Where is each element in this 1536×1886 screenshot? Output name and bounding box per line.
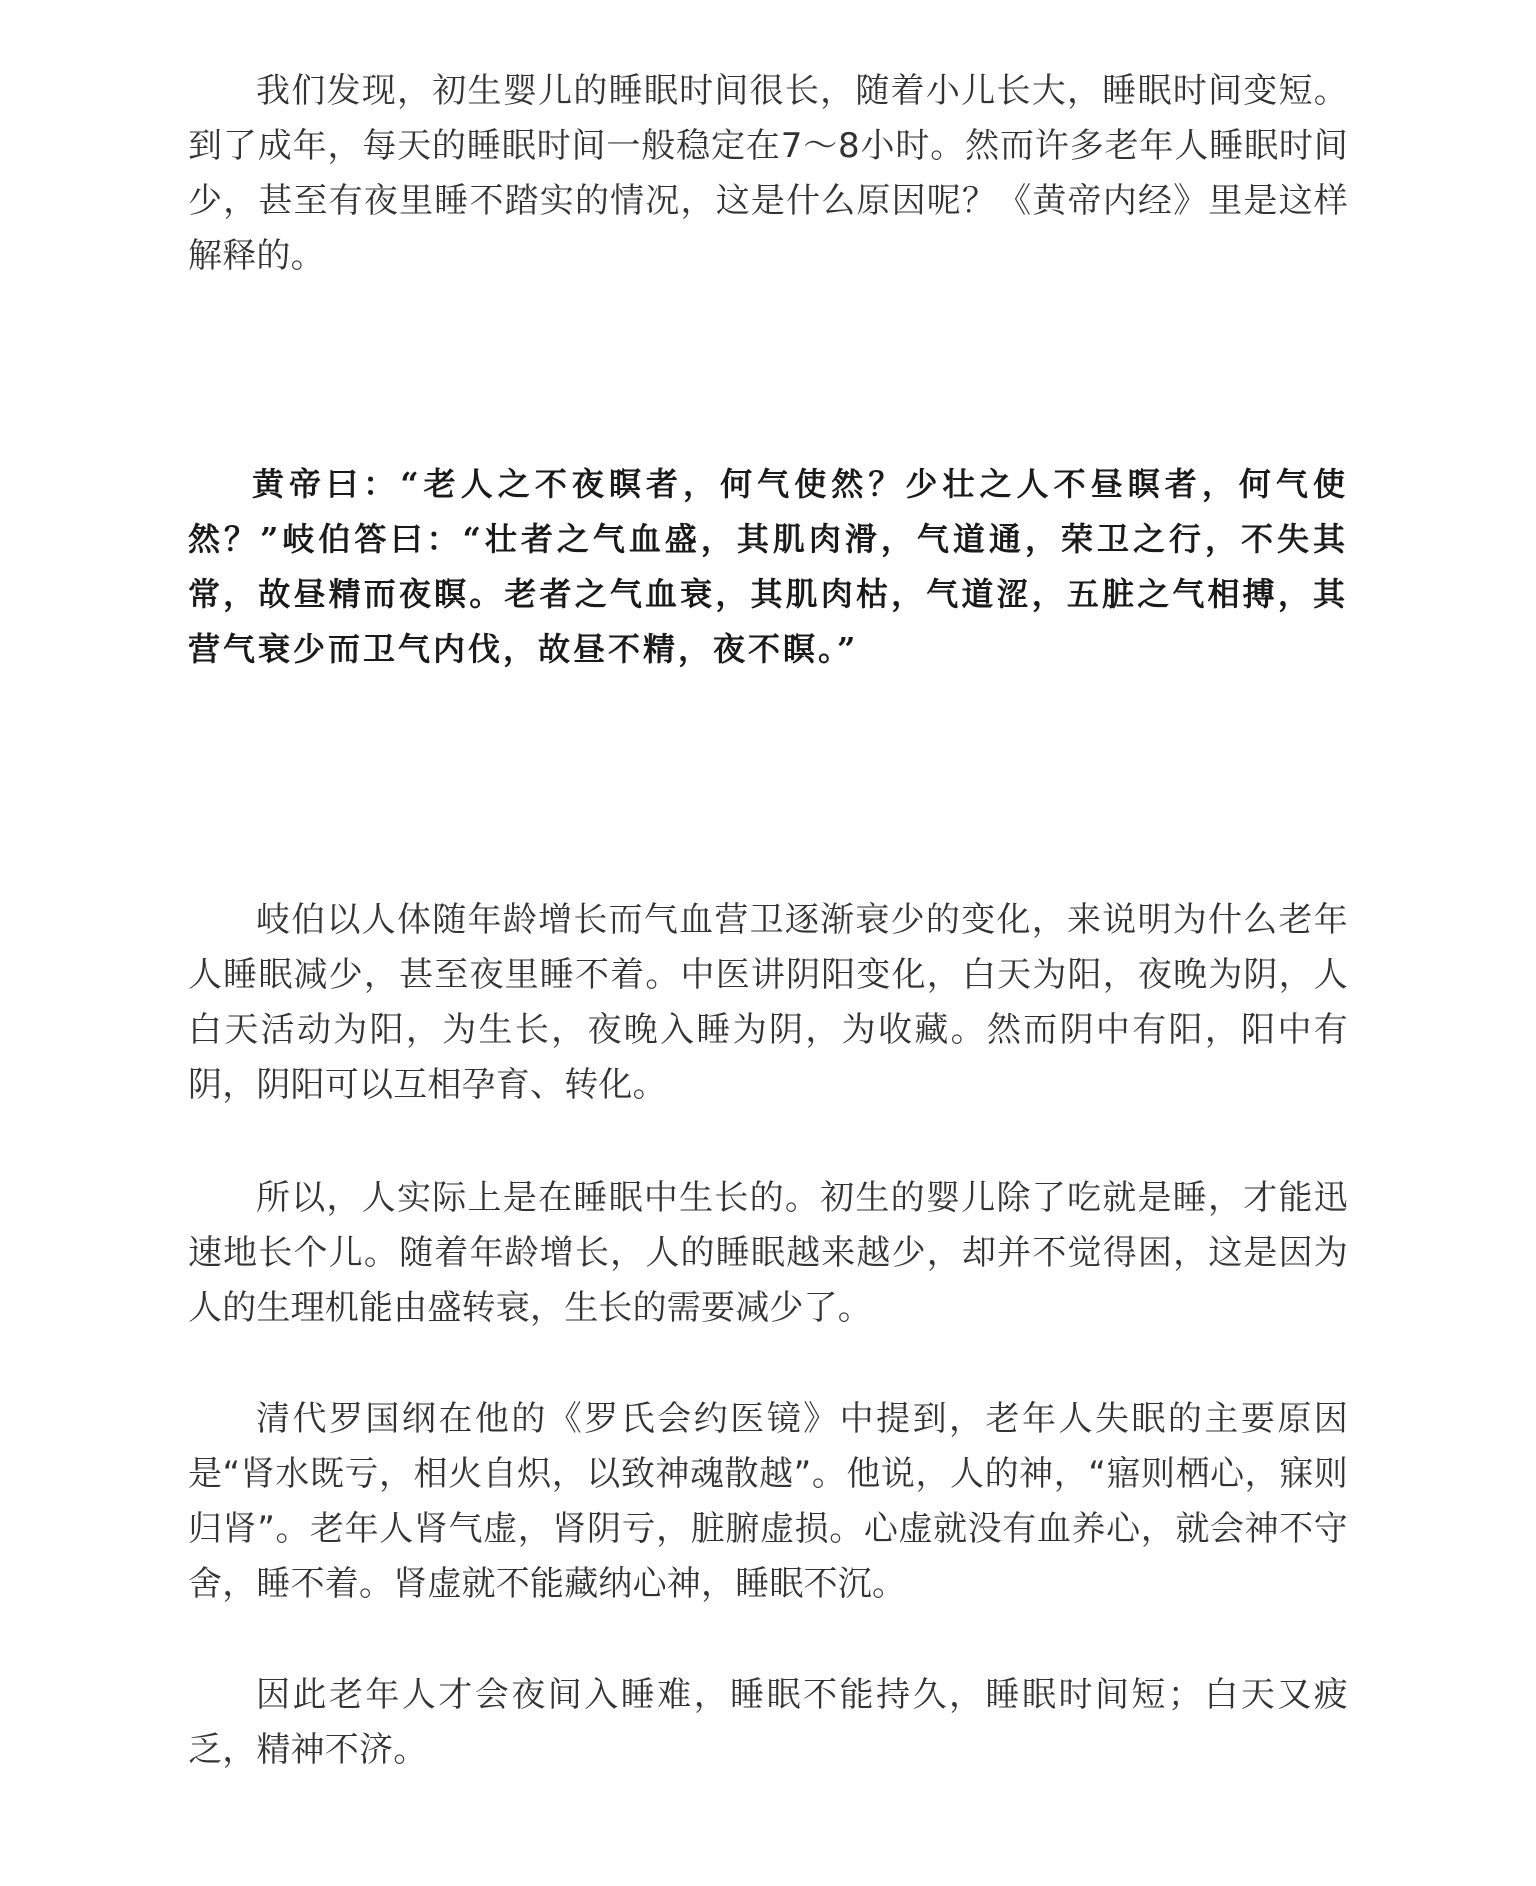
conclusion-paragraph: 因此老年人才会夜间入睡难，睡眠不能持久，睡眠时间短；白天又疲乏，精神不济。 [188,1675,1348,1770]
classical-quote-paragraph: 黄帝曰：“老人之不夜瞑者，何气使然？少壮之人不昼瞑者，何气使然？”岐伯答曰：“壮者之气血盛，其肌肉滑，气道通，荣卫之行，不失其常，故昼精而夜瞑。老者之气血衰，其肌肉枯，气道涩，五脏之气相搏，其营气衰少而卫气内伐，故昼不精，夜不瞑。” [188,465,1348,668]
explanation-paragraph: 岐伯以人体随年龄增长而气血营卫逐渐衰少的变化，来说明为什么老年人睡眠减少，甚至夜里睡不着。中医讲阴阳变化，白天为阳，夜晚为阴，人白天活动为阳，为生长，夜晚入睡为阴，为收藏。然而阴中有阳，阳中有阴，阴阳可以互相孕育、转化。 [188,900,1348,1105]
intro-paragraph: 我们发现，初生婴儿的睡眠时间很长，随着小儿长大，睡眠时间变短。到了成年，每天的睡眠时间一般稳定在7～8小时。然而许多老年人睡眠时间少，甚至有夜里睡不踏实的情况，这是什么原因呢？《黄帝内经》里是这样解释的。 [188,71,1348,276]
growth-paragraph: 所以，人实际上是在睡眠中生长的。初生的婴儿除了吃就是睡，才能迅速地长个儿。随着年龄增长，人的睡眠越来越少，却并不觉得困，这是因为人的生理机能由盛转衰，生长的需要减少了。 [188,1178,1348,1328]
luo-guogang-paragraph: 清代罗国纲在他的《罗氏会约医镜》中提到，老年人失眠的主要原因是“肾水既亏，相火自炽，以致神魂散越”。他说，人的神，“寤则栖心，寐则归肾”。老年人肾气虚，肾阴亏，脏腑虚损。心虚就没有血养心，就会神不守舍，睡不着。肾虚就不能藏纳心神，睡眠不沉。 [188,1399,1348,1604]
